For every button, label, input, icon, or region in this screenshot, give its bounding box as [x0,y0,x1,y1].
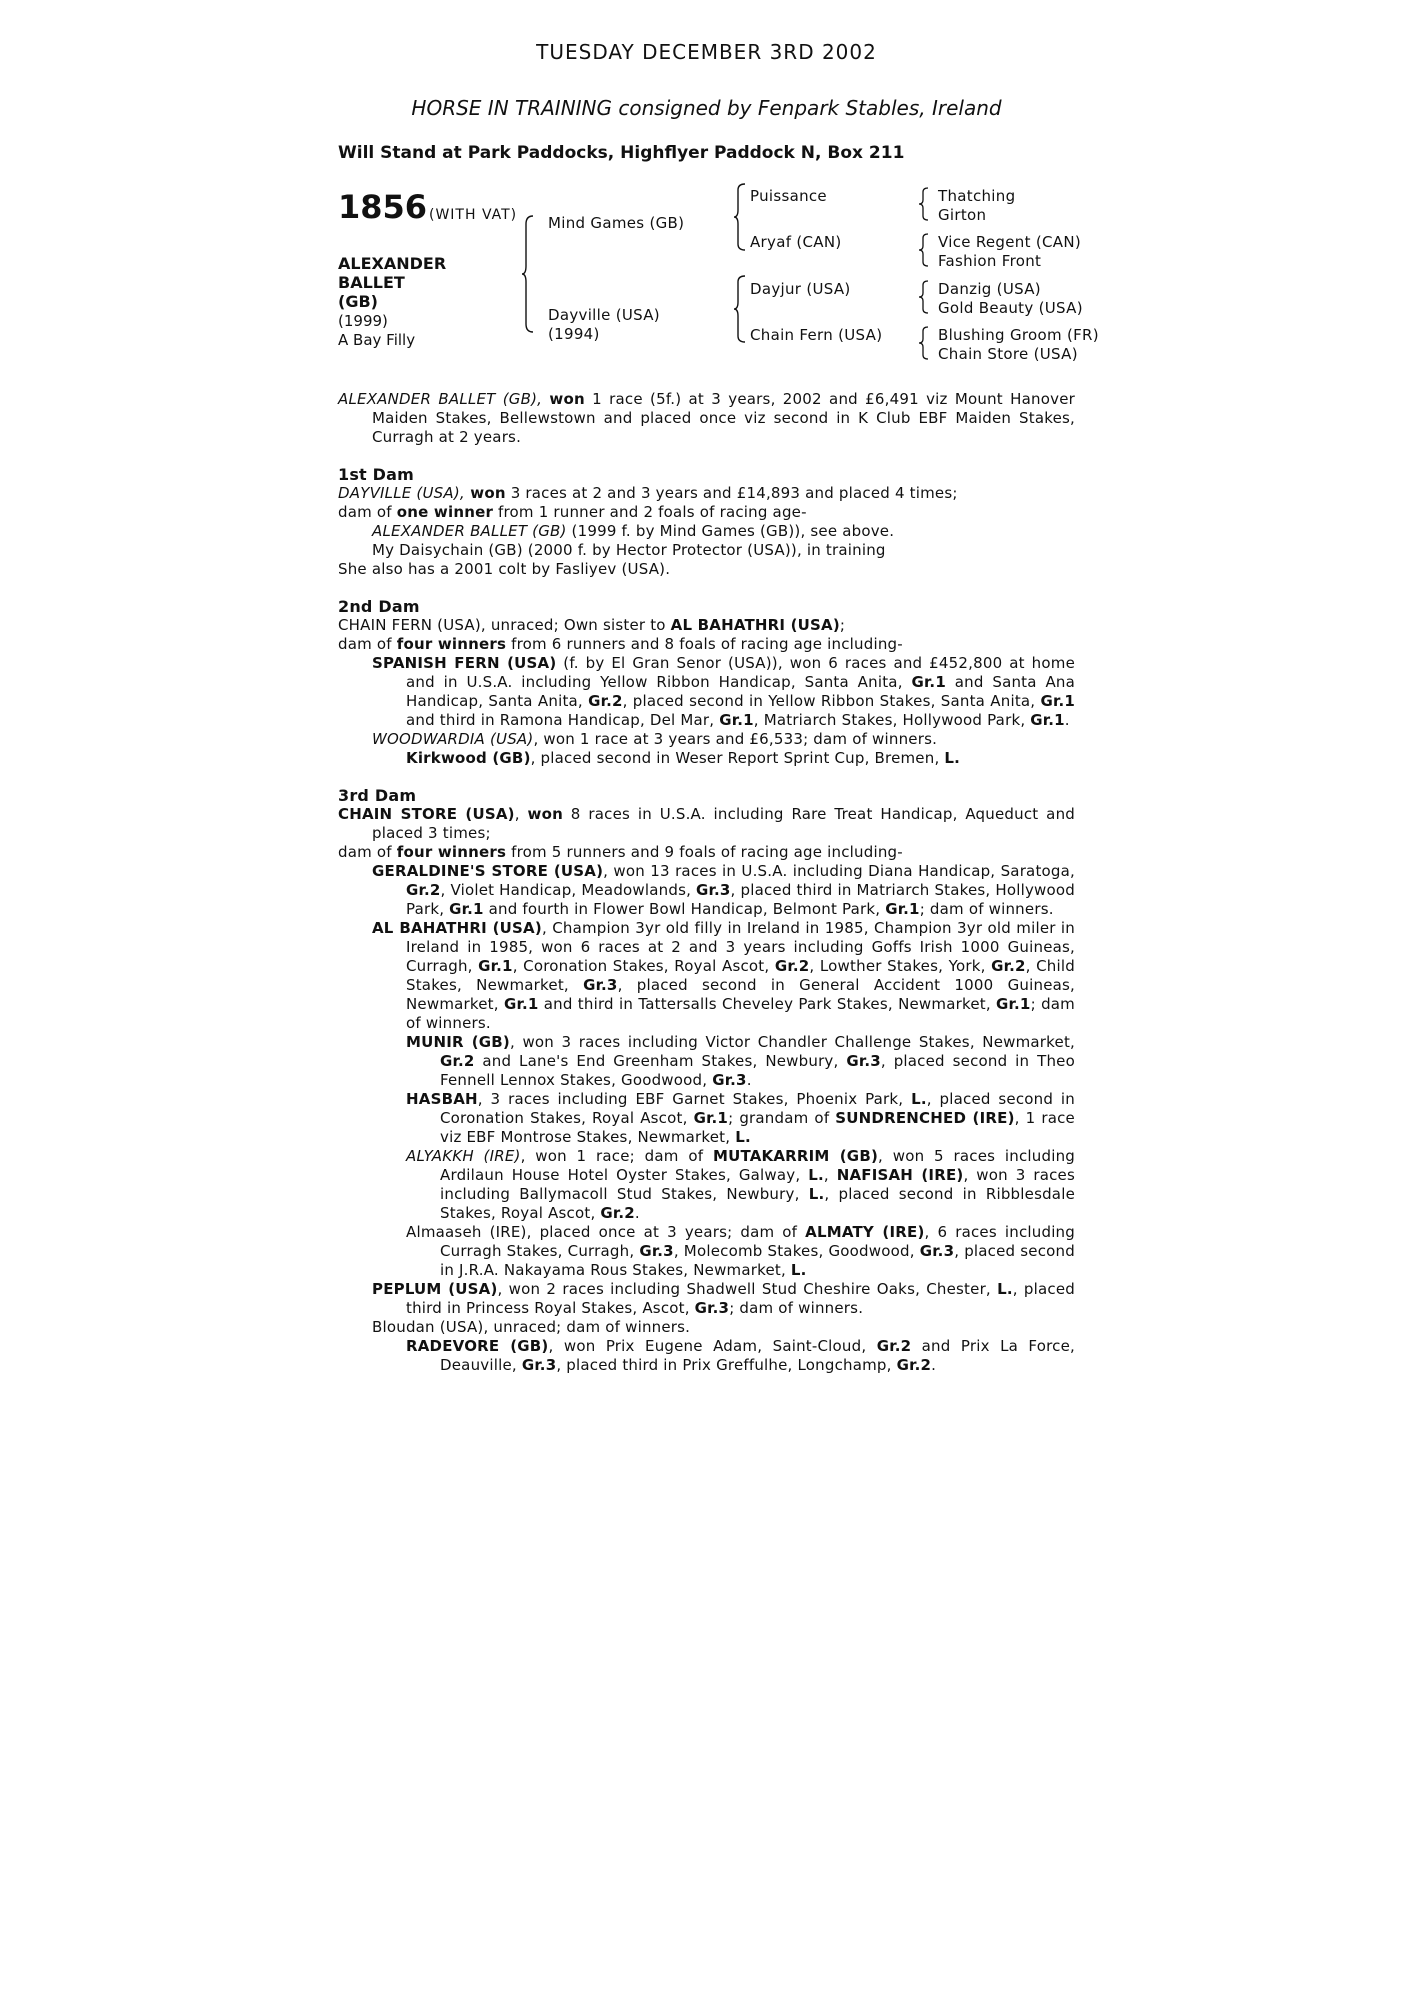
grade: Gr.2 [600,1204,635,1222]
grade: Gr.1 [503,995,539,1013]
lot-number: 1856 [338,188,428,226]
grade: L. [735,1128,751,1146]
horse-name-bold: HASBAH [406,1090,478,1108]
text: , Molecomb Stakes, Goodwood, [673,1242,920,1260]
horse-name-bold: RADEVORE (GB) [406,1337,549,1355]
won-label: won [464,484,506,502]
text: , 3 races including EBF Garnet Stakes, Phoenix Park, [477,1090,912,1108]
text: . [634,1204,640,1222]
pedigree-table [338,182,1118,372]
horse-name-bold: MUNIR (GB) [406,1033,510,1051]
horse-description: A Bay Filly [338,331,416,349]
grade: L. [911,1090,927,1108]
pedigree-g3-girton: Girton [938,206,987,224]
grade: L. [944,749,961,767]
grade: L. [808,1185,825,1203]
dam-text: 3 races at 2 and 3 years and £14,893 and placed 4 times; [505,484,958,502]
pedigree-brace-icon [918,279,930,315]
grade: Gr.2 [991,957,1026,975]
text: from 6 runners and 8 foals of racing age including- [506,635,903,653]
horse-name-bold: PEPLUM (USA) [372,1280,498,1298]
horse-name-bold: CHAIN STORE (USA) [338,805,515,823]
grade: Gr.1 [885,900,920,918]
horse-name-line: (GB) [338,292,378,311]
text: and Lane's End Greenham Stakes, Newbury, [474,1052,847,1070]
text: , Child Stakes, Newmarket, [406,957,1075,994]
text: , 6 races including Curragh Stakes, Curragh, [440,1223,1075,1260]
grade: Gr.1 [449,900,484,918]
grade: Gr.3 [694,1299,730,1317]
grade: Gr.3 [639,1242,674,1260]
text: , placed second in J.R.A. Nakayama Rous Stakes, Newmarket, [440,1242,1075,1279]
horse-name-line: ALEXANDER [338,254,447,273]
grade: Gr.3 [521,1356,557,1374]
pedigree-dam-sire: Dayjur (USA) [750,280,851,298]
horse-name-italic: ALEXANDER BALLET (GB), [338,390,543,408]
produce-entry [338,522,1075,541]
produce-entry: My Daisychain (GB) (2000 f. by Hector Protector (USA)), in training [372,541,886,559]
pedigree-g3-blushing-groom: Blushing Groom (FR) [938,326,1099,344]
pedigree-dam-dam: Chain Fern (USA) [750,326,883,344]
text: , won 3 races including Ballymacoll Stud Stakes, Newbury, [440,1166,1075,1203]
horse-summary [338,390,1075,447]
horse-name [338,254,478,311]
dam2-line [338,616,1075,635]
text: CHAIN FERN (USA), unraced; Own sister to [338,616,671,634]
text: , won 1 race; dam of [520,1147,713,1165]
winners-count: one winner [396,503,494,521]
text: , Lowther Stakes, York, [809,957,992,975]
text: and Prix La Force, Deauville, [440,1337,1075,1374]
pedigree-g3-gold-beauty: Gold Beauty (USA) [938,299,1083,317]
pedigree-g3-danzig: Danzig (USA) [938,280,1041,298]
produce-entry [338,919,1075,1033]
section-heading-3rd-dam: 3rd Dam [338,786,417,805]
horse-year: (1999) [338,312,388,330]
text: and third in Tattersalls Cheveley Park Stakes, Newmarket, [538,995,997,1013]
produce-note: She also has a 2001 colt by Fasliyev (USA). [338,560,671,578]
sale-date: TUESDAY DECEMBER 3RD 2002 [536,40,877,64]
horse-name-bold: ALMATY (IRE) [805,1223,925,1241]
text: ; dam of winners. [406,995,1075,1032]
text: , placed third in Princess Royal Stakes, Ascot, [406,1280,1075,1317]
section-heading-2nd-dam: 2nd Dam [338,597,420,616]
text: , won Prix Eugene Adam, Saint-Cloud, [548,1337,877,1355]
produce-entry [338,1033,1075,1090]
text: ; dam of winners. [919,900,1054,918]
text: dam of [338,635,397,653]
grade: Gr.2 [876,1337,912,1355]
text: and fourth in Flower Bowl Handicap, Belmont Park, [483,900,886,918]
text: ; [839,616,846,634]
grade: Gr.1 [1040,692,1075,710]
text: , Matriarch Stakes, Hollywood Park, [753,711,1031,729]
text: , Coronation Stakes, Royal Ascot, [512,957,775,975]
pedigree-g3-vice-regent: Vice Regent (CAN) [938,233,1081,251]
horse-name-bold: GERALDINE'S STORE (USA) [372,862,604,880]
text: . [746,1071,752,1089]
vat-note: (WITH VAT) [429,207,518,223]
dam3-produce-line [338,843,1075,862]
text: (1999 f. by Mind Games (GB)), see above. [566,522,895,540]
dam1-line [338,484,1075,503]
grade: Gr.2 [896,1356,932,1374]
text: from 1 runner and 2 foals of racing age- [493,503,807,521]
grade: Gr.2 [440,1052,475,1070]
section-heading-1st-dam: 1st Dam [338,465,415,484]
pedigree-g3-thatching: Thatching [938,187,1016,205]
text: , placed third in Matriarch Stakes, Hollywood Park, [406,881,1075,918]
pedigree-dam-year: (1994) [548,325,600,343]
consignment-line: HORSE IN TRAINING consigned by Fenpark Stables, Ireland [411,96,1002,120]
text: . [931,1356,937,1374]
text: dam of [338,843,397,861]
text: Almaaseh (IRE), placed once at 3 years; dam of [406,1223,806,1241]
horse-name-bold: SPANISH FERN (USA) [372,654,557,672]
produce-entry [338,749,1075,768]
pedigree-brace-icon [521,214,535,334]
grade: Gr.1 [1030,711,1065,729]
text: , placed second in Ribblesdale Stakes, Royal Ascot, [440,1185,1075,1222]
pedigree-g3-chain-store: Chain Store (USA) [938,345,1078,363]
text: (f. by El Gran Senor (USA)), won 6 races and £452,800 at home and in U.S.A. including Yellow Ribbon Handicap, Santa Anita, [406,654,1075,691]
produce-entry: Bloudan (USA), unraced; dam of winners. [372,1318,691,1336]
grade: Gr.1 [911,673,946,691]
text: dam of [338,503,397,521]
text: 8 races in U.S.A. including Rare Treat Handicap, Aqueduct and placed 3 times; [372,805,1075,842]
produce-entry [338,1223,1075,1280]
won-label: won [549,390,585,408]
horse-name-bold: SUNDRENCHED (IRE) [835,1109,1015,1127]
text: , won 3 races including Victor Chandler Challenge Stakes, Newmarket, [510,1033,1075,1051]
text: , [823,1166,837,1184]
text: , placed second in Yellow Ribbon Stakes, Santa Anita, [622,692,1041,710]
produce-entry [338,1147,1075,1223]
text: , placed second in Coronation Stakes, Royal Ascot, [440,1090,1075,1127]
text: , Violet Handicap, Meadowlands, [440,881,697,899]
horse-name-italic: WOODWARDIA (USA) [372,730,534,748]
text: , won 2 races including Shadwell Stud Cheshire Oaks, Chester, [497,1280,998,1298]
text: and Santa Ana Handicap, Santa Anita, [406,673,1075,710]
text: from 5 runners and 9 foals of racing age including- [506,843,903,861]
text: , [514,805,528,823]
produce-entry [338,1337,1075,1375]
grade: Gr.3 [583,976,618,994]
won-label: won [527,805,563,823]
horse-name-bold: AL BAHATHRI (USA) [670,616,840,634]
text: , won 13 races in U.S.A. including Diana Handicap, Saratoga, [603,862,1075,880]
text: , placed second in Theo Fennell Lennox Stakes, Goodwood, [440,1052,1075,1089]
grade: Gr.1 [719,711,754,729]
stand-location: Will Stand at Park Paddocks, Highflyer Paddock N, Box 211 [338,143,905,163]
pedigree-brace-icon [733,274,747,344]
pedigree-sire-sire: Puissance [750,187,827,205]
pedigree-sire-dam: Aryaf (CAN) [750,233,842,251]
dam-name: DAYVILLE (USA), [338,484,465,502]
grade: Gr.3 [846,1052,881,1070]
pedigree-brace-icon [918,325,930,361]
grade: Gr.2 [406,881,441,899]
horse-name-bold: Kirkwood (GB) [406,749,531,767]
dam2-produce-line [338,635,1075,654]
horse-name-bold: MUTAKARRIM (GB) [712,1147,879,1165]
pedigree-dam: Dayville (USA) [548,306,660,324]
text: , won 1 race at 3 years and £6,533; dam of winners. [533,730,938,748]
grade: L. [790,1261,807,1279]
text: ; grandam of [728,1109,836,1127]
winners-count: four winners [396,843,507,861]
produce-name: ALEXANDER BALLET (GB) [372,522,567,540]
grade: Gr.2 [774,957,810,975]
produce-entry [338,654,1075,730]
text: , placed third in Prix Greffulhe, Longchamp, [556,1356,897,1374]
text: , Champion 3yr old filly in Ireland in 1985, Champion 3yr old miler in Ireland in 1985, won 6 races at 2 and 3 years including Goffs Irish 1000 Guineas, Curragh, [406,919,1075,975]
grade: Gr.3 [919,1242,955,1260]
produce-entry [338,730,1075,749]
text: , 1 race viz EBF Montrose Stakes, Newmarket, [440,1109,1075,1146]
catalogue-body [338,390,1075,1375]
dam1-produce-line [338,503,1075,522]
grade: Gr.1 [478,957,513,975]
horse-name-italic: ALYAKKH (IRE) [406,1147,521,1165]
grade: L. [997,1280,1013,1298]
pedigree-g3-fashion-front: Fashion Front [938,252,1042,270]
grade: Gr.3 [712,1071,747,1089]
dam3-line [338,805,1075,843]
winners-count: four winners [396,635,507,653]
pedigree-brace-icon [918,186,930,222]
text: , placed second in General Accident 1000 Guineas, Newmarket, [406,976,1075,1013]
text: , won 5 races including Ardilaun House Hotel Oyster Stakes, Galway, [440,1147,1075,1184]
grade: Gr.2 [588,692,623,710]
horse-name-line: BALLET [338,273,405,292]
text: ; dam of winners. [729,1299,864,1317]
pedigree-brace-icon [918,232,930,268]
grade: Gr.3 [696,881,731,899]
produce-entry [338,1090,1075,1147]
produce-entry [338,1280,1075,1318]
grade: Gr.1 [693,1109,729,1127]
pedigree-brace-icon [733,182,747,252]
grade: Gr.1 [996,995,1031,1013]
pedigree-sire: Mind Games (GB) [548,214,685,232]
grade: L. [808,1166,824,1184]
summary-text: 1 race (5f.) at 3 years, 2002 and £6,491 viz Mount Hanover Maiden Stakes, Bellewstown and placed once viz second in K Club EBF Maiden Stakes, Curragh at 2 years. [372,390,1075,446]
produce-entry [338,862,1075,919]
horse-name-bold: NAFISAH (IRE) [836,1166,964,1184]
horse-name-bold: AL BAHATHRI (USA) [372,919,542,937]
text: . [1064,711,1070,729]
text: , placed second in Weser Report Sprint Cup, Bremen, [530,749,945,767]
text: and third in Ramona Handicap, Del Mar, [406,711,720,729]
